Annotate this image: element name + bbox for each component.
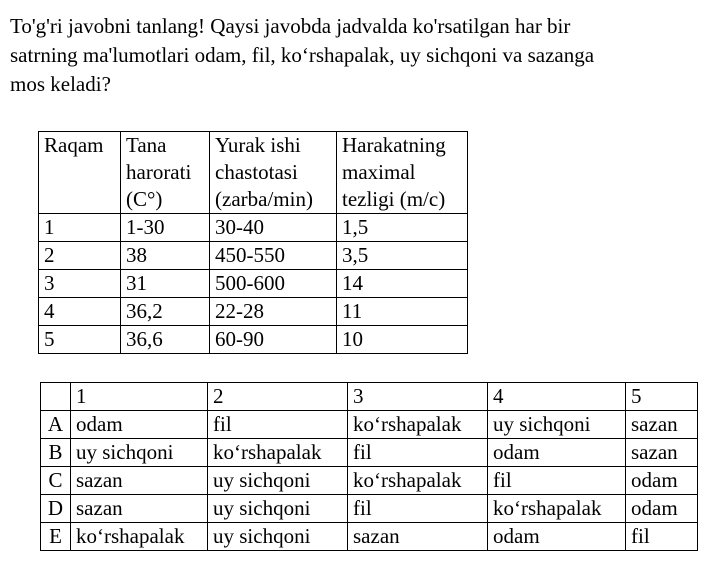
table-cell: uy sichqoni [488,411,626,439]
table-cell: 1-30 [121,214,210,242]
table-cell: uy sichqoni [208,495,348,523]
answer-row-label: B [41,439,71,467]
table-cell: 1 [39,214,121,242]
table-cell: fil [348,439,488,467]
table-cell: uy sichqoni [71,439,208,467]
table-cell: sazan [71,467,208,495]
table-cell: odam [488,439,626,467]
answer-row-B [41,439,698,467]
table-cell: 1,5 [337,214,468,242]
header-cell-col5: 5 [626,383,698,411]
table-cell: fil [208,411,348,439]
header-cell-col1: 1 [71,383,208,411]
header-cell-col3: 3 [348,383,488,411]
table-cell: 31 [121,270,210,298]
table-cell: sazan [348,523,488,551]
header-cell-maximal-tezligi: Harakatning maximal tezligi (m/c) [337,132,468,214]
question-text [10,12,594,99]
answer-options-table [40,382,698,551]
table-cell: 36,6 [121,326,210,354]
answer-row-label: E [41,523,71,551]
table-cell: 5 [39,326,121,354]
table-cell: fil [626,523,698,551]
table-cell: uy sichqoni [208,467,348,495]
table-cell: 3 [39,270,121,298]
table-cell: ko‘rshapalak [348,411,488,439]
table-cell: sazan [71,495,208,523]
table-cell: ko‘rshapalak [488,495,626,523]
data-table-header-row [39,132,468,214]
table-row [39,298,468,326]
table-cell: 11 [337,298,468,326]
answer-row-label: C [41,467,71,495]
header-cell-blank [41,383,71,411]
table-cell: 30-40 [210,214,337,242]
answer-row-E [41,523,698,551]
table-row [39,242,468,270]
table-row [39,214,468,242]
table-cell: odam [71,411,208,439]
table-cell: 3,5 [337,242,468,270]
header-cell-yurak-chastotasi: Yurak ishi chastotasi (zarba/min) [210,132,337,214]
question-line: To'g'ri javobni tanlang! Qaysi javobda jadvalda ko'rsatilgan har bir [10,14,571,38]
table-cell: 22-28 [210,298,337,326]
table-cell: odam [626,467,698,495]
table-cell: 36,2 [121,298,210,326]
table-cell: sazan [626,439,698,467]
answer-row-label: A [41,411,71,439]
answer-row-label: D [41,495,71,523]
answer-row-D [41,495,698,523]
animal-data-table [38,131,468,354]
table-row [39,270,468,298]
answer-table-header-row [41,383,698,411]
table-cell: fil [348,495,488,523]
table-cell: 38 [121,242,210,270]
table-cell: 2 [39,242,121,270]
table-cell: sazan [626,411,698,439]
answer-row-A [41,411,698,439]
header-cell-col4: 4 [488,383,626,411]
table-cell: odam [488,523,626,551]
answer-row-C [41,467,698,495]
header-cell-col2: 2 [208,383,348,411]
table-cell: 450-550 [210,242,337,270]
table-cell: 60-90 [210,326,337,354]
header-cell-tana-harorati: Tana harorati (C°) [121,132,210,214]
header-cell-raqam: Raqam [39,132,121,214]
question-line: satrning ma'lumotlari odam, fil, ko‘rshapalak, uy sichqoni va sazanga [10,43,595,67]
table-cell: odam [626,495,698,523]
table-cell: 4 [39,298,121,326]
table-cell: fil [488,467,626,495]
table-row [39,326,468,354]
table-cell: ko‘rshapalak [348,467,488,495]
table-cell: 500-600 [210,270,337,298]
table-cell: uy sichqoni [208,523,348,551]
table-cell: 14 [337,270,468,298]
table-cell: ko‘rshapalak [208,439,348,467]
question-line: mos keladi? [10,72,111,96]
table-cell: 10 [337,326,468,354]
table-cell: ko‘rshapalak [71,523,208,551]
